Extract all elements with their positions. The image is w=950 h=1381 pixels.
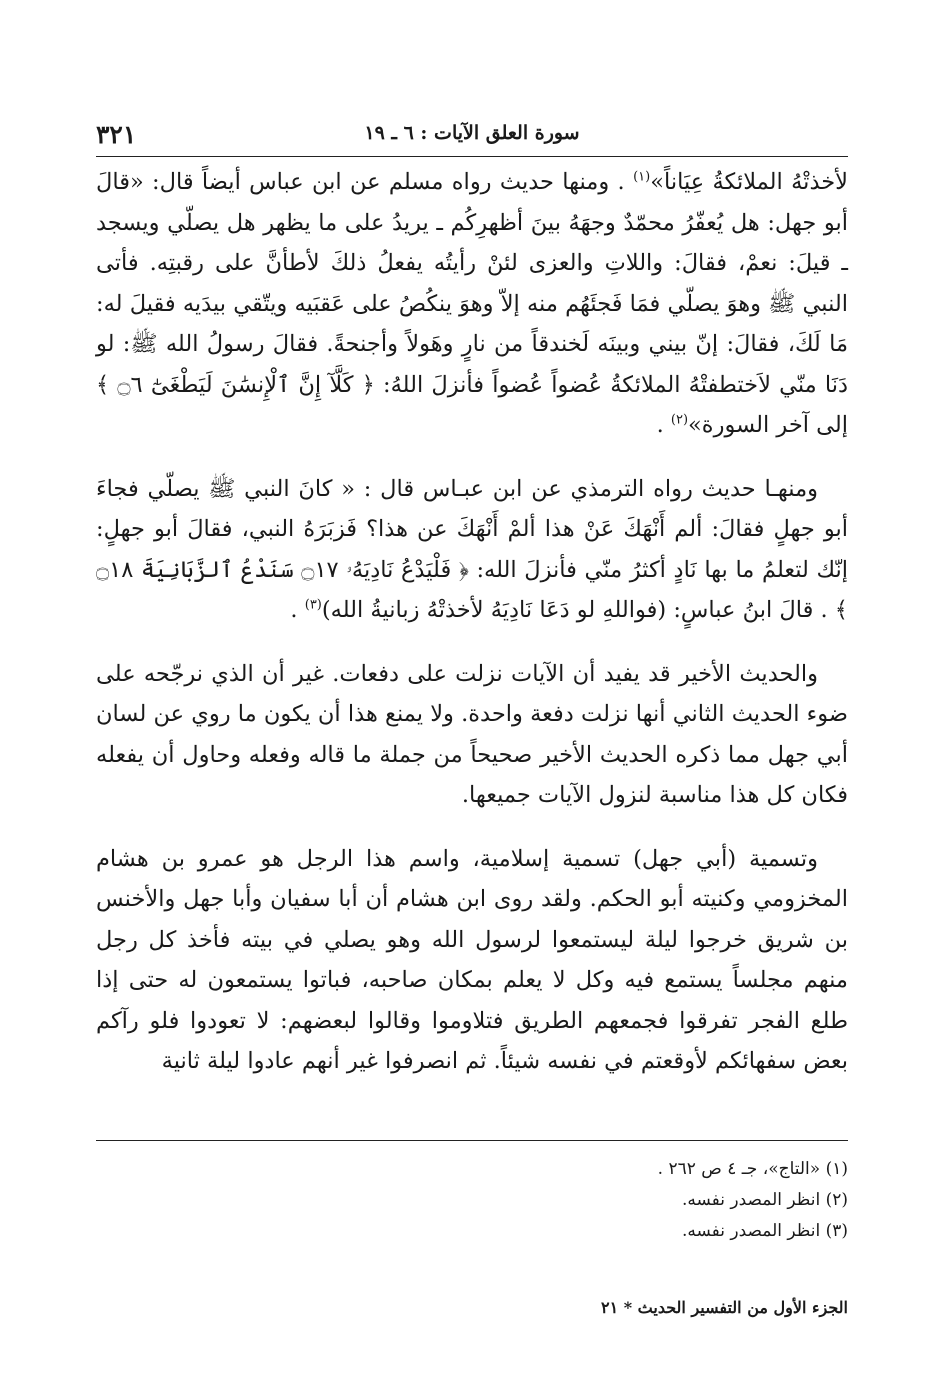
paragraph-2: ومنهـا حديث رواه الترمذي عن ابن عبـاس قال : « كانَ النبي ﷺ يصلّي فجاءَ أبو جهلٍ فقالَ: ألم أَنْهَكَ عَنْ هذا ألمْ أَنْهَكَ عن هذا؟ فَزبَرَهُ النبي، فقالَ أبو جهلٍ: إنّك لتعلمُ ما بها نَادٍ أكثرُ منّي فأنزلَ الله: ﴿ فَلْيَدْعُ نَادِيَهُۥ ۝١٧ سَنَدْعُ ٱلزَّبَانِيَةَ ۝١٨ ﴾ . قالَ ابنُ عباسٍ: (فواللهِ لو دَعَا نَادِيَهُ لأخذتْهُ زبانيةُ الله)$^{(٣)}$ . xyxy=(96,475,849,623)
paragraph-4: وتسمية (أبي جهل) تسمية إسلامية، واسم هذا الرجل هو عمرو بن هشام المخزومي وكنيته أبو الحكم. ولقد روى ابن هشام أن أبا سفيان وأبا جهل والأخنس بن شريق خرجوا ليلة ليستمعوا لرسول الله وهو يصلي في بيته فأخذ كل رجل منهم مجلساً يستمع فيه وكل لا يعلم بمكان صاحبه، فباتوا يستمعون له حتى إذا طلع الفجر تفرقوا فجمعهم الطريق فتلاوموا وقالوا لبعضهم: لا تعودوا فلو رآكم بعض سفهائكم لأوقعتم في نفسه شيئاً. ثم انصرفوا غير أنهم عادوا ليلة ثانية xyxy=(96,845,848,1074)
paragraph-3: والحديث الأخير قد يفيد أن الآيات نزلت على دفعات. غير أن الذي نرجّحه على ضوء الحديث الثاني أنها نزلت دفعة واحدة. ولا يمنع هذا أن يكون ما روي عن لسان أبي جهل مما ذكره الحديث الأخير صحيحاً من جملة ما قاله وفعله وحاول أن يفعله فكان كل هذا مناسبة لنزول الآيات جميعها. xyxy=(96,660,848,808)
paragraph-1: لأخذتْهُ الملائكةُ عِيَاناً»$^{(١)}$ . ومنها حديث رواه مسلم عن ابن عباس أيضاً قال: «قالَ أبو جهل: هل يُعفّرُ محمّدٌ وجهَهُ بينَ أظهرِكُم ـ يريدُ على ما يظهر هل يصلّي ويسجد ـ قيلَ: نعمْ، فقالَ: واللاتِ والعزى لئنْ رأيتُه يفعلُ ذلكَ لأطأنَّ على رقبتِه. فأتى النبي ﷺ وهوَ يصلّي فمَا فَجئَهُم منه إلاّ وهوَ ينكُصُ على عَقبَيه ويتّقي بيدَيه فقيلَ له: مَا لَكَ، فقالَ: إنّ بيني وبينَه لَخندقاً من نارٍ وهَولاً وأجنحةً. فقالَ رسولُ الله ﷺ: لو دَنَا منّي لاَختطفتْهُ الملائكةُ عُضواً عُضواً فأنزلَ اللهُ: ﴿ كَلَّآ إِنَّ ٱلْإِنسَٰنَ لَيَطْغَىٰٓ ۝٦ ﴾ إلى آخر السورة»$^{(٢)}$ . xyxy=(96,169,848,438)
footnotes xyxy=(96,1154,848,1247)
running-header xyxy=(96,120,848,156)
footnote-1: (١) «التاج»، جـ ٤ ص ٢٦٢ . xyxy=(657,1159,848,1179)
page-number: ٣٢١ xyxy=(96,120,137,149)
page-footer: الجزء الأول من التفسير الحديث * ٢١ xyxy=(600,1298,848,1317)
body-text xyxy=(96,162,848,1105)
footnote-rule xyxy=(96,1140,848,1141)
footnote-2: (٢) انظر المصدر نفسه. xyxy=(681,1190,848,1210)
header-rule xyxy=(96,156,848,157)
book-page xyxy=(96,110,848,1320)
footnote-3: (٣) انظر المصدر نفسه. xyxy=(681,1221,848,1241)
page-title: سورة العلق الآيات : ٦ ـ ١٩ xyxy=(364,122,580,144)
